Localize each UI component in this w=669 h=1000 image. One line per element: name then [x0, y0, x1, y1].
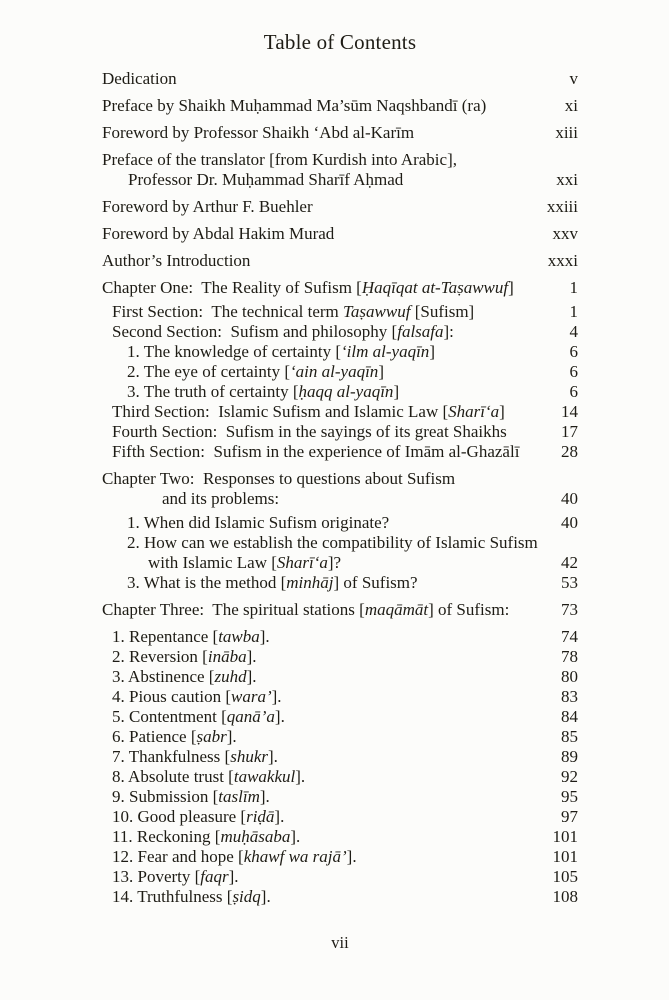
- toc-entry-text: [102, 827, 543, 847]
- toc-page-number: 105: [552, 867, 578, 886]
- toc-entry: [102, 402, 578, 422]
- toc-entry-text: [102, 600, 551, 620]
- toc-entry: [102, 847, 578, 867]
- toc-entry: [102, 667, 578, 687]
- toc-entry: [102, 150, 578, 190]
- toc-entry-continuation-line: and its problems:: [162, 489, 280, 508]
- toc-page-number: 74: [561, 627, 578, 646]
- toc-entry: [102, 469, 578, 509]
- toc-entry: [102, 707, 578, 727]
- toc-page-number: 95: [561, 787, 578, 806]
- toc-entry-text: [102, 787, 551, 807]
- toc-entry-line: 11. Reckoning [muḥāsaba].: [112, 827, 301, 846]
- toc-entry-line: First Section: The technical term Taṣawwuf [Sufism]: [112, 302, 475, 321]
- toc-entry: [102, 382, 578, 402]
- toc-entry-line: Dedication: [102, 69, 177, 88]
- toc-entry-text: [102, 278, 560, 298]
- toc-entry-line: 6. Patience [ṣabr].: [112, 727, 237, 746]
- toc-page-number: 92: [561, 767, 578, 786]
- toc-page-number: 83: [561, 687, 578, 706]
- toc-entry-line: 9. Submission [taslīm].: [112, 787, 270, 806]
- toc-entry-line: Third Section: Islamic Sufism and Islamic Law [Sharī‘a]: [112, 402, 505, 421]
- toc-page-number: 84: [561, 707, 578, 726]
- toc-entry-line: 2. How can we establish the compatibility of Islamic Sufism: [127, 533, 538, 552]
- toc-entry-text: [102, 533, 551, 573]
- toc-entry-line: Chapter One: The Reality of Sufism [Ḥaqīqat at-Taṣawwuf]: [102, 278, 514, 297]
- toc-entry-text: [102, 251, 538, 271]
- toc-entry-text: [102, 342, 560, 362]
- toc-entry: [102, 123, 578, 143]
- toc-page-number: 101: [552, 827, 578, 846]
- toc-page-number: 42: [561, 553, 578, 572]
- toc-entry-line: Foreword by Arthur F. Buehler: [102, 197, 313, 216]
- toc-entry-text: [102, 382, 560, 402]
- toc-page-number: 28: [561, 442, 578, 461]
- toc-entry: [102, 627, 578, 647]
- toc-page-number: xi: [564, 96, 578, 115]
- toc-entry: [102, 600, 578, 620]
- toc-entry: [102, 342, 578, 362]
- toc-page-number: 85: [561, 727, 578, 746]
- toc-entry: [102, 69, 578, 89]
- toc-entry-line: 8. Absolute trust [tawakkul].: [112, 767, 306, 786]
- toc-entry-text: [102, 687, 551, 707]
- toc-entry: [102, 278, 578, 298]
- toc-entry: [102, 807, 578, 827]
- toc-page-number: 101: [552, 847, 578, 866]
- toc-entry-line: Foreword by Abdal Hakim Murad: [102, 224, 335, 243]
- toc-page-number: 40: [561, 489, 578, 508]
- toc-page-number: 73: [561, 600, 578, 619]
- toc-entry: [102, 727, 578, 747]
- toc-entry-line: 1. The knowledge of certainty [‘ilm al-yaqīn]: [127, 342, 435, 361]
- toc-entry: [102, 224, 578, 244]
- toc-entry: [102, 573, 578, 593]
- toc-entry-line: 10. Good pleasure [riḍā].: [112, 807, 285, 826]
- toc-entry-line: 3. The truth of certainty [ḥaqq al-yaqīn]: [127, 382, 400, 401]
- toc-entry-line: Chapter Two: Responses to questions about Sufism: [102, 469, 456, 488]
- toc-entry-text: [102, 362, 560, 382]
- toc-page-number: 40: [561, 513, 578, 532]
- toc-entry-continuation-line: with Islamic Law [Sharī‘a]?: [148, 553, 342, 572]
- toc-entry-text: [102, 707, 551, 727]
- toc-entry-line: 5. Contentment [qanā’a].: [112, 707, 285, 726]
- toc-entry: [102, 887, 578, 907]
- toc-page-number: xxi: [556, 170, 578, 189]
- toc-entry-text: [102, 887, 543, 907]
- toc-entry-text: [102, 847, 543, 867]
- toc-entry: [102, 96, 578, 116]
- toc-page-number: 108: [552, 887, 578, 906]
- toc-entry: [102, 422, 578, 442]
- toc-page-number: 1: [569, 278, 578, 297]
- toc-page-number: 6: [569, 382, 578, 401]
- toc-entry-text: [102, 767, 551, 787]
- toc-entry-text: [102, 867, 543, 887]
- toc-entry-text: [102, 302, 560, 322]
- toc-entry-line: Preface by Shaikh Muḥammad Ma’sūm Naqshbandī (ra): [102, 96, 487, 115]
- toc-entry-line: Second Section: Sufism and philosophy [falsafa]:: [112, 322, 454, 341]
- toc-page-number: 1: [569, 302, 578, 321]
- toc-entry-text: [102, 807, 551, 827]
- toc-entry-text: [102, 224, 543, 244]
- toc-entry-line: Fifth Section: Sufism in the experience of Imām al-Ghazālī: [112, 442, 520, 461]
- toc-entry: [102, 827, 578, 847]
- toc-entry: [102, 302, 578, 322]
- toc-entry-text: [102, 197, 537, 217]
- toc-page-number: 53: [561, 573, 578, 592]
- toc-page-number: 14: [561, 402, 578, 421]
- toc-entry-text: [102, 96, 555, 116]
- toc-entry-line: 12. Fear and hope [khawf wa rajā’].: [112, 847, 357, 866]
- toc-entry: [102, 647, 578, 667]
- toc-entry-text: [102, 123, 545, 143]
- toc-entry-line: 2. Reversion [ināba].: [112, 647, 257, 666]
- toc-entry: [102, 442, 578, 462]
- toc-entry-text: [102, 573, 551, 593]
- toc-entry-text: [102, 469, 551, 509]
- toc-entry-text: [102, 422, 551, 442]
- toc-entry-text: [102, 747, 551, 767]
- toc-entry: [102, 197, 578, 217]
- toc-entry-text: [102, 627, 551, 647]
- toc-entry: [102, 767, 578, 787]
- toc-page-number: 6: [569, 362, 578, 381]
- toc-entry: [102, 251, 578, 271]
- toc-entry-line: 4. Pious caution [wara’].: [112, 687, 282, 706]
- toc-entry-text: [102, 513, 551, 533]
- toc-entry-line: 1. When did Islamic Sufism originate?: [127, 513, 390, 532]
- toc-entry-text: [102, 667, 551, 687]
- toc-entry-text: [102, 727, 551, 747]
- toc-page-number: xxxi: [547, 251, 578, 270]
- toc-page-number: xxv: [552, 224, 578, 243]
- toc-page-number: xiii: [555, 123, 578, 142]
- toc-page-number: 97: [561, 807, 578, 826]
- toc-entry-line: Author’s Introduction: [102, 251, 251, 270]
- toc-page-number: 4: [569, 322, 578, 341]
- toc-entry-line: Chapter Three: The spiritual stations [maqāmāt] of Sufism:: [102, 600, 510, 619]
- toc-entry-text: [102, 69, 560, 89]
- toc-entry-line: Preface of the translator [from Kurdish into Arabic],: [102, 150, 457, 169]
- toc-entry: [102, 533, 578, 573]
- toc-entry: [102, 362, 578, 382]
- toc-page-number: xxiii: [546, 197, 578, 216]
- toc-entry: [102, 747, 578, 767]
- toc-page-number: v: [569, 69, 578, 88]
- toc-entry-text: [102, 442, 551, 462]
- toc-entry-text: [102, 647, 551, 667]
- toc-page-number: 78: [561, 647, 578, 666]
- toc-entry-line: 1. Repentance [tawba].: [112, 627, 270, 646]
- toc-entry: [102, 867, 578, 887]
- toc-page-number: 6: [569, 342, 578, 361]
- toc-entry-line: Foreword by Professor Shaikh ‘Abd al-Karīm: [102, 123, 415, 142]
- page-folio: vii: [331, 933, 349, 952]
- toc-entry: [102, 513, 578, 533]
- toc-entry-line: 2. The eye of certainty [‘ain al-yaqīn]: [127, 362, 384, 381]
- toc-page-number: 80: [561, 667, 578, 686]
- page-title: Table of Contents: [263, 30, 417, 54]
- toc-entry-line: 7. Thankfulness [shukr].: [112, 747, 278, 766]
- toc-entry: [102, 322, 578, 342]
- toc-entry-text: [102, 150, 546, 190]
- toc-entry: [102, 787, 578, 807]
- toc-entry-line: 14. Truthfulness [ṣidq].: [112, 887, 271, 906]
- toc-entry-text: [102, 402, 551, 422]
- toc-entry-line: Fourth Section: Sufism in the sayings of its great Shaikhs: [112, 422, 507, 441]
- toc-page-number: 17: [561, 422, 578, 441]
- toc-entry-line: 13. Poverty [faqr].: [112, 867, 239, 886]
- toc-entry-text: [102, 322, 560, 342]
- toc-entry-line: 3. Abstinence [zuhd].: [112, 667, 257, 686]
- toc-list: [102, 69, 578, 907]
- toc-entry: [102, 687, 578, 707]
- toc-page-number: 89: [561, 747, 578, 766]
- toc-entry-line: 3. What is the method [minhāj] of Sufism?: [127, 573, 418, 592]
- toc-entry-continuation-line: Professor Dr. Muḥammad Sharīf Aḥmad: [128, 170, 404, 189]
